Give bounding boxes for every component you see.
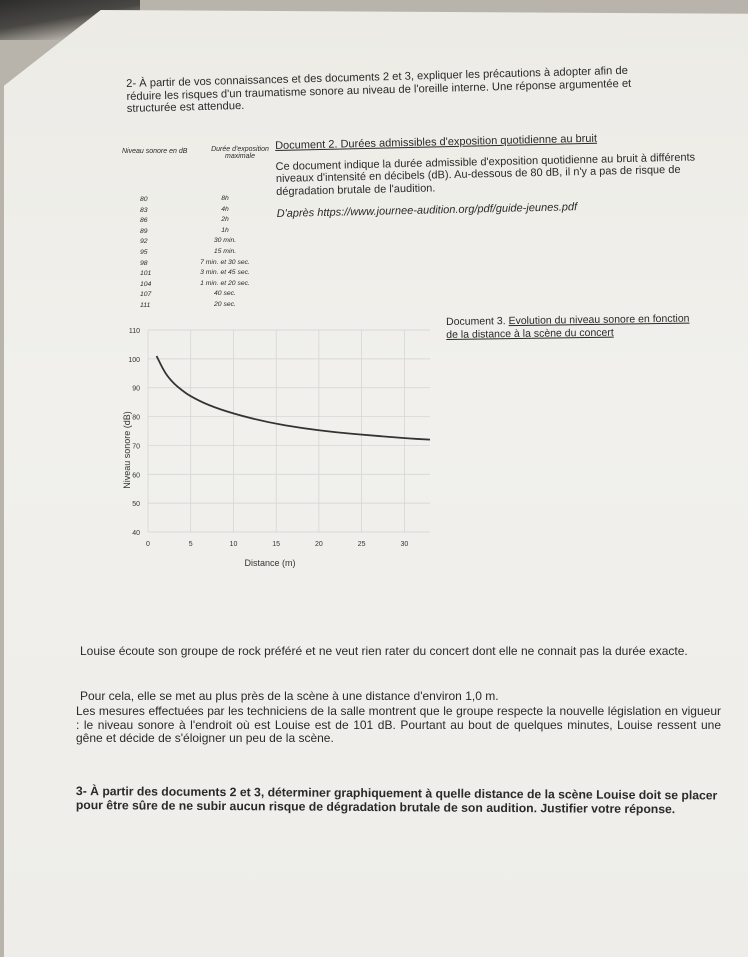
table-level: 107 xyxy=(140,291,152,299)
table-level: 89 xyxy=(140,227,148,235)
table-level: 95 xyxy=(140,249,148,256)
x-tick-label: 10 xyxy=(229,541,238,548)
doc3-label: Document 3. xyxy=(446,315,506,328)
table-level: 83 xyxy=(140,206,148,214)
y-tick-label: 100 xyxy=(128,356,140,364)
sound-level-chart xyxy=(110,320,445,580)
paragraph-2: Pour cela, elle se met au plus près de la scène à une distance d'environ 1,0 m. xyxy=(80,689,499,703)
y-tick-label: 70 xyxy=(132,443,140,451)
y-tick-label: 60 xyxy=(132,472,140,480)
table-duration: 3 min. et 45 sec. xyxy=(200,269,250,277)
document-3-caption xyxy=(446,313,696,341)
x-tick-label: 5 xyxy=(188,541,193,548)
table-duration: 1h xyxy=(221,226,229,234)
x-tick-label: 30 xyxy=(400,541,409,548)
table-level: 111 xyxy=(140,302,151,309)
table-header-level: Niveau sonore en dB xyxy=(122,148,188,155)
y-tick-label: 50 xyxy=(132,501,140,509)
table-duration: 2h xyxy=(221,216,229,224)
x-tick-label: 15 xyxy=(272,541,281,548)
table-duration: 30 min. xyxy=(213,237,237,245)
table-header-duration: Durée d'exposition maximale xyxy=(211,146,269,160)
table-duration: 4h xyxy=(221,205,229,213)
paragraph-1: Louise écoute son groupe de rock préféré et ne veut rien rater du concert dont elle ne connait pas la durée exacte. xyxy=(80,644,688,658)
y-tick-label: 110 xyxy=(128,328,140,335)
table-level: 104 xyxy=(140,280,152,288)
document-2 xyxy=(275,130,707,220)
table-level: 80 xyxy=(140,196,148,203)
table-level: 98 xyxy=(140,259,148,267)
doc2-title: Document 2. Durées admissibles d'exposition quotidienne au bruit xyxy=(275,132,598,152)
y-axis-label: Niveau sonore (dB) xyxy=(122,411,132,489)
x-tick-label: 20 xyxy=(315,541,323,548)
table-duration: 1 min. et 20 sec. xyxy=(200,279,250,287)
table-duration: 7 min. et 30 sec. xyxy=(200,258,250,266)
y-tick-label: 80 xyxy=(132,414,140,422)
doc2-source: D'après https://www.journee-audition.org/pdf/guide-jeunes.pdf xyxy=(276,201,578,220)
table-level: 101 xyxy=(140,270,152,278)
chart-grid xyxy=(148,330,430,532)
doc2-text: Ce document indique la durée admissible d'exposition quotidienne au bruit à différents niveaux d'intensité en décibels (dB). Au-dessous de 80 dB, il n'y a pas de risque de dégradation brutale de l'audition. xyxy=(275,150,696,198)
table-level: 86 xyxy=(140,217,148,225)
table-duration: 8h xyxy=(221,195,229,202)
x-axis-label: Distance (m) xyxy=(244,558,296,568)
x-tick-label: 25 xyxy=(357,541,366,548)
x-tick-label: 0 xyxy=(146,541,150,548)
doc3-title: Evolution du niveau sonore en fonction de la distance à la scène du concert xyxy=(446,312,690,341)
y-tick-label: 90 xyxy=(132,385,140,393)
table-duration: 15 min. xyxy=(213,248,237,255)
table-duration: 20 sec. xyxy=(214,301,236,308)
chart-ticks xyxy=(128,328,408,548)
question-3: 3- À partir des documents 2 et 3, déterminer graphiquement à quelle distance de la scène Louise doit se placer pour être sûre de ne subir aucun risque de dégradation brutale de son audition. Justifier votre réponse. xyxy=(75,784,718,817)
table-duration: 40 sec. xyxy=(214,290,236,298)
paragraph-3: Les mesures effectuées par les techniciens de la salle montrent que le groupe respecte la nouvelle législation en vigueur : le niveau sonore à l'endroit où est Louise est de 101 dB. Pourtant au bout de quelques minutes, Louise ressent une gêne et décide de s'éloigner un peu de la scène. xyxy=(76,704,721,746)
sound-level-curve xyxy=(157,356,430,440)
question-2: 2- À partir de vos connaissances et des documents 2 et 3, expliquer les précautions à adopter afin de réduire les risques d'un traumatisme sonore au niveau de l'oreille interne. Une réponse argumentée et structurée est attendue. xyxy=(126,64,632,115)
table-level: 92 xyxy=(140,238,148,246)
y-tick-label: 40 xyxy=(132,530,140,537)
